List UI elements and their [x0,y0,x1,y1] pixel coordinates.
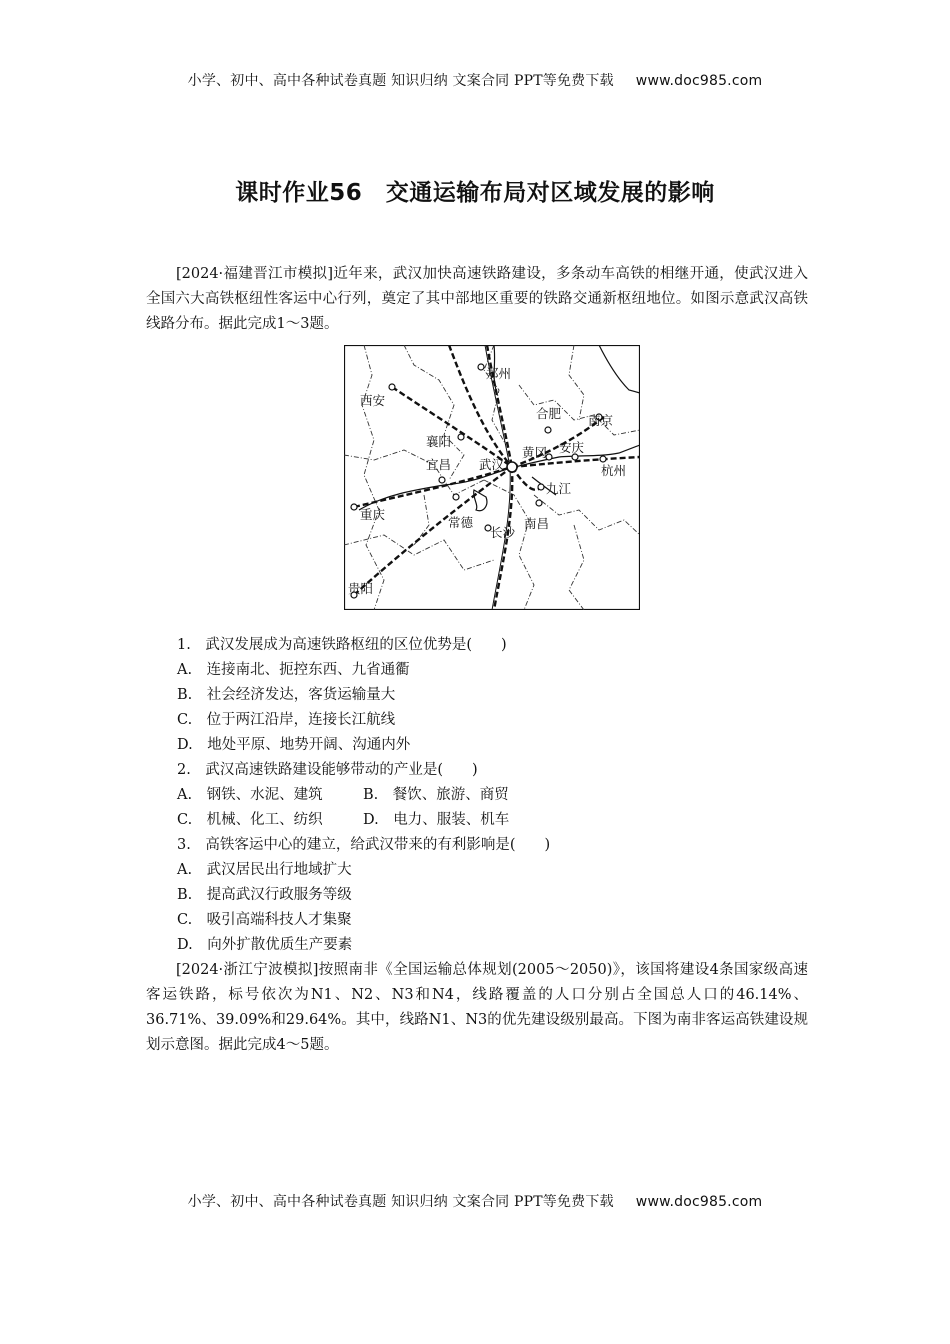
intro-paragraph-2: [2024·浙江宁波模拟]按照南非《全国运输总体规划(2005～2050)》，该国将建设4条国家级高速客运铁路，标号依次为N1、N2、N3和N4，线路覆盖的人口分别占全国总人口的46.14%、36.71%、39.09%和29.64%。其中，线路N1、N3的优先建设级别最高。下图为南非客运高铁建设规划示意图。据此完成4～5题。 [146,962,808,1053]
q1-option-a: A. 连接南北、扼控东西、九省通衢 [177,662,410,678]
q2-option-a: A. 钢铁、水泥、建筑 [177,787,323,803]
q3-option-a: A. 武汉居民出行地域扩大 [177,862,352,878]
page-header [0,70,950,90]
footer-text: 小学、初中、高中各种试卷真题 知识归纳 文案合同 PPT等免费下载 [187,1194,614,1210]
label-xian: 西安 [360,393,386,408]
header-site[interactable]: www.doc985.com [635,73,763,89]
label-huanggang: 黄冈 [522,445,548,460]
q2-options-cd [177,808,510,833]
label-hefei: 合肥 [536,406,562,421]
page-footer [0,1191,950,1211]
label-changsha: 长沙 [490,525,516,540]
label-wuhan: 武汉 [479,457,505,472]
label-nanchang: 南昌 [524,516,550,531]
q2-option-c: C. 机械、化工、纺织 [177,812,323,828]
label-hangzhou: 杭州 [601,463,627,478]
page-title: 课时作业56 交通运输布局对区域发展的影响 [235,180,715,206]
q3-option-c: C. 吸引高端科技人才集聚 [177,912,352,928]
label-jiujiang: 九江 [546,481,572,496]
header-text: 小学、初中、高中各种试卷真题 知识归纳 文案合同 PPT等免费下载 [187,73,614,89]
label-xiangyang: 襄阳 [426,434,452,449]
q2-option-b: B. 餐饮、旅游、商贸 [363,787,509,803]
question-2: 2. 武汉高速铁路建设能够带动的产业是( ) [177,762,478,778]
wuhan-railway-map [344,345,640,610]
question-1: 1. 武汉发展成为高速铁路枢纽的区位优势是( ) [177,637,507,653]
q3-option-d: D. 向外扩散优质生产要素 [177,937,353,953]
label-zhengzhou: 郑州 [486,366,512,381]
label-nanjing: 南京 [588,413,614,428]
q2-option-d: D. 电力、服装、机车 [363,812,510,828]
label-anqing: 安庆 [559,440,585,455]
q1-option-b: B. 社会经济发达，客货运输量大 [177,687,396,703]
q1-option-d: D. 地处平原、地势开阔、沟通内外 [177,737,411,753]
label-chongqing: 重庆 [360,507,386,522]
q2-options-ab [177,783,509,808]
q3-option-b: B. 提高武汉行政服务等级 [177,887,352,903]
map-frame [345,346,640,610]
q1-option-c: C. 位于两江沿岸，连接长江航线 [177,712,396,728]
label-yichang: 宜昌 [426,457,452,472]
wuhan-marker [507,462,517,472]
label-guiyang: 贵阳 [348,581,374,596]
footer-site[interactable]: www.doc985.com [635,1194,763,1210]
intro-paragraph-1: [2024·福建晋江市模拟]近年来，武汉加快高速铁路建设，多条动车高铁的相继开通，使武汉进入全国六大高铁枢纽性客运中心行列，奠定了其中部地区重要的铁路交通新枢纽地位。如图示意武汉高铁线路分布。据此完成1～3题。 [146,266,808,332]
label-changde: 常德 [448,515,474,530]
question-3: 3. 高铁客运中心的建立，给武汉带来的有利影响是( ) [177,837,551,853]
